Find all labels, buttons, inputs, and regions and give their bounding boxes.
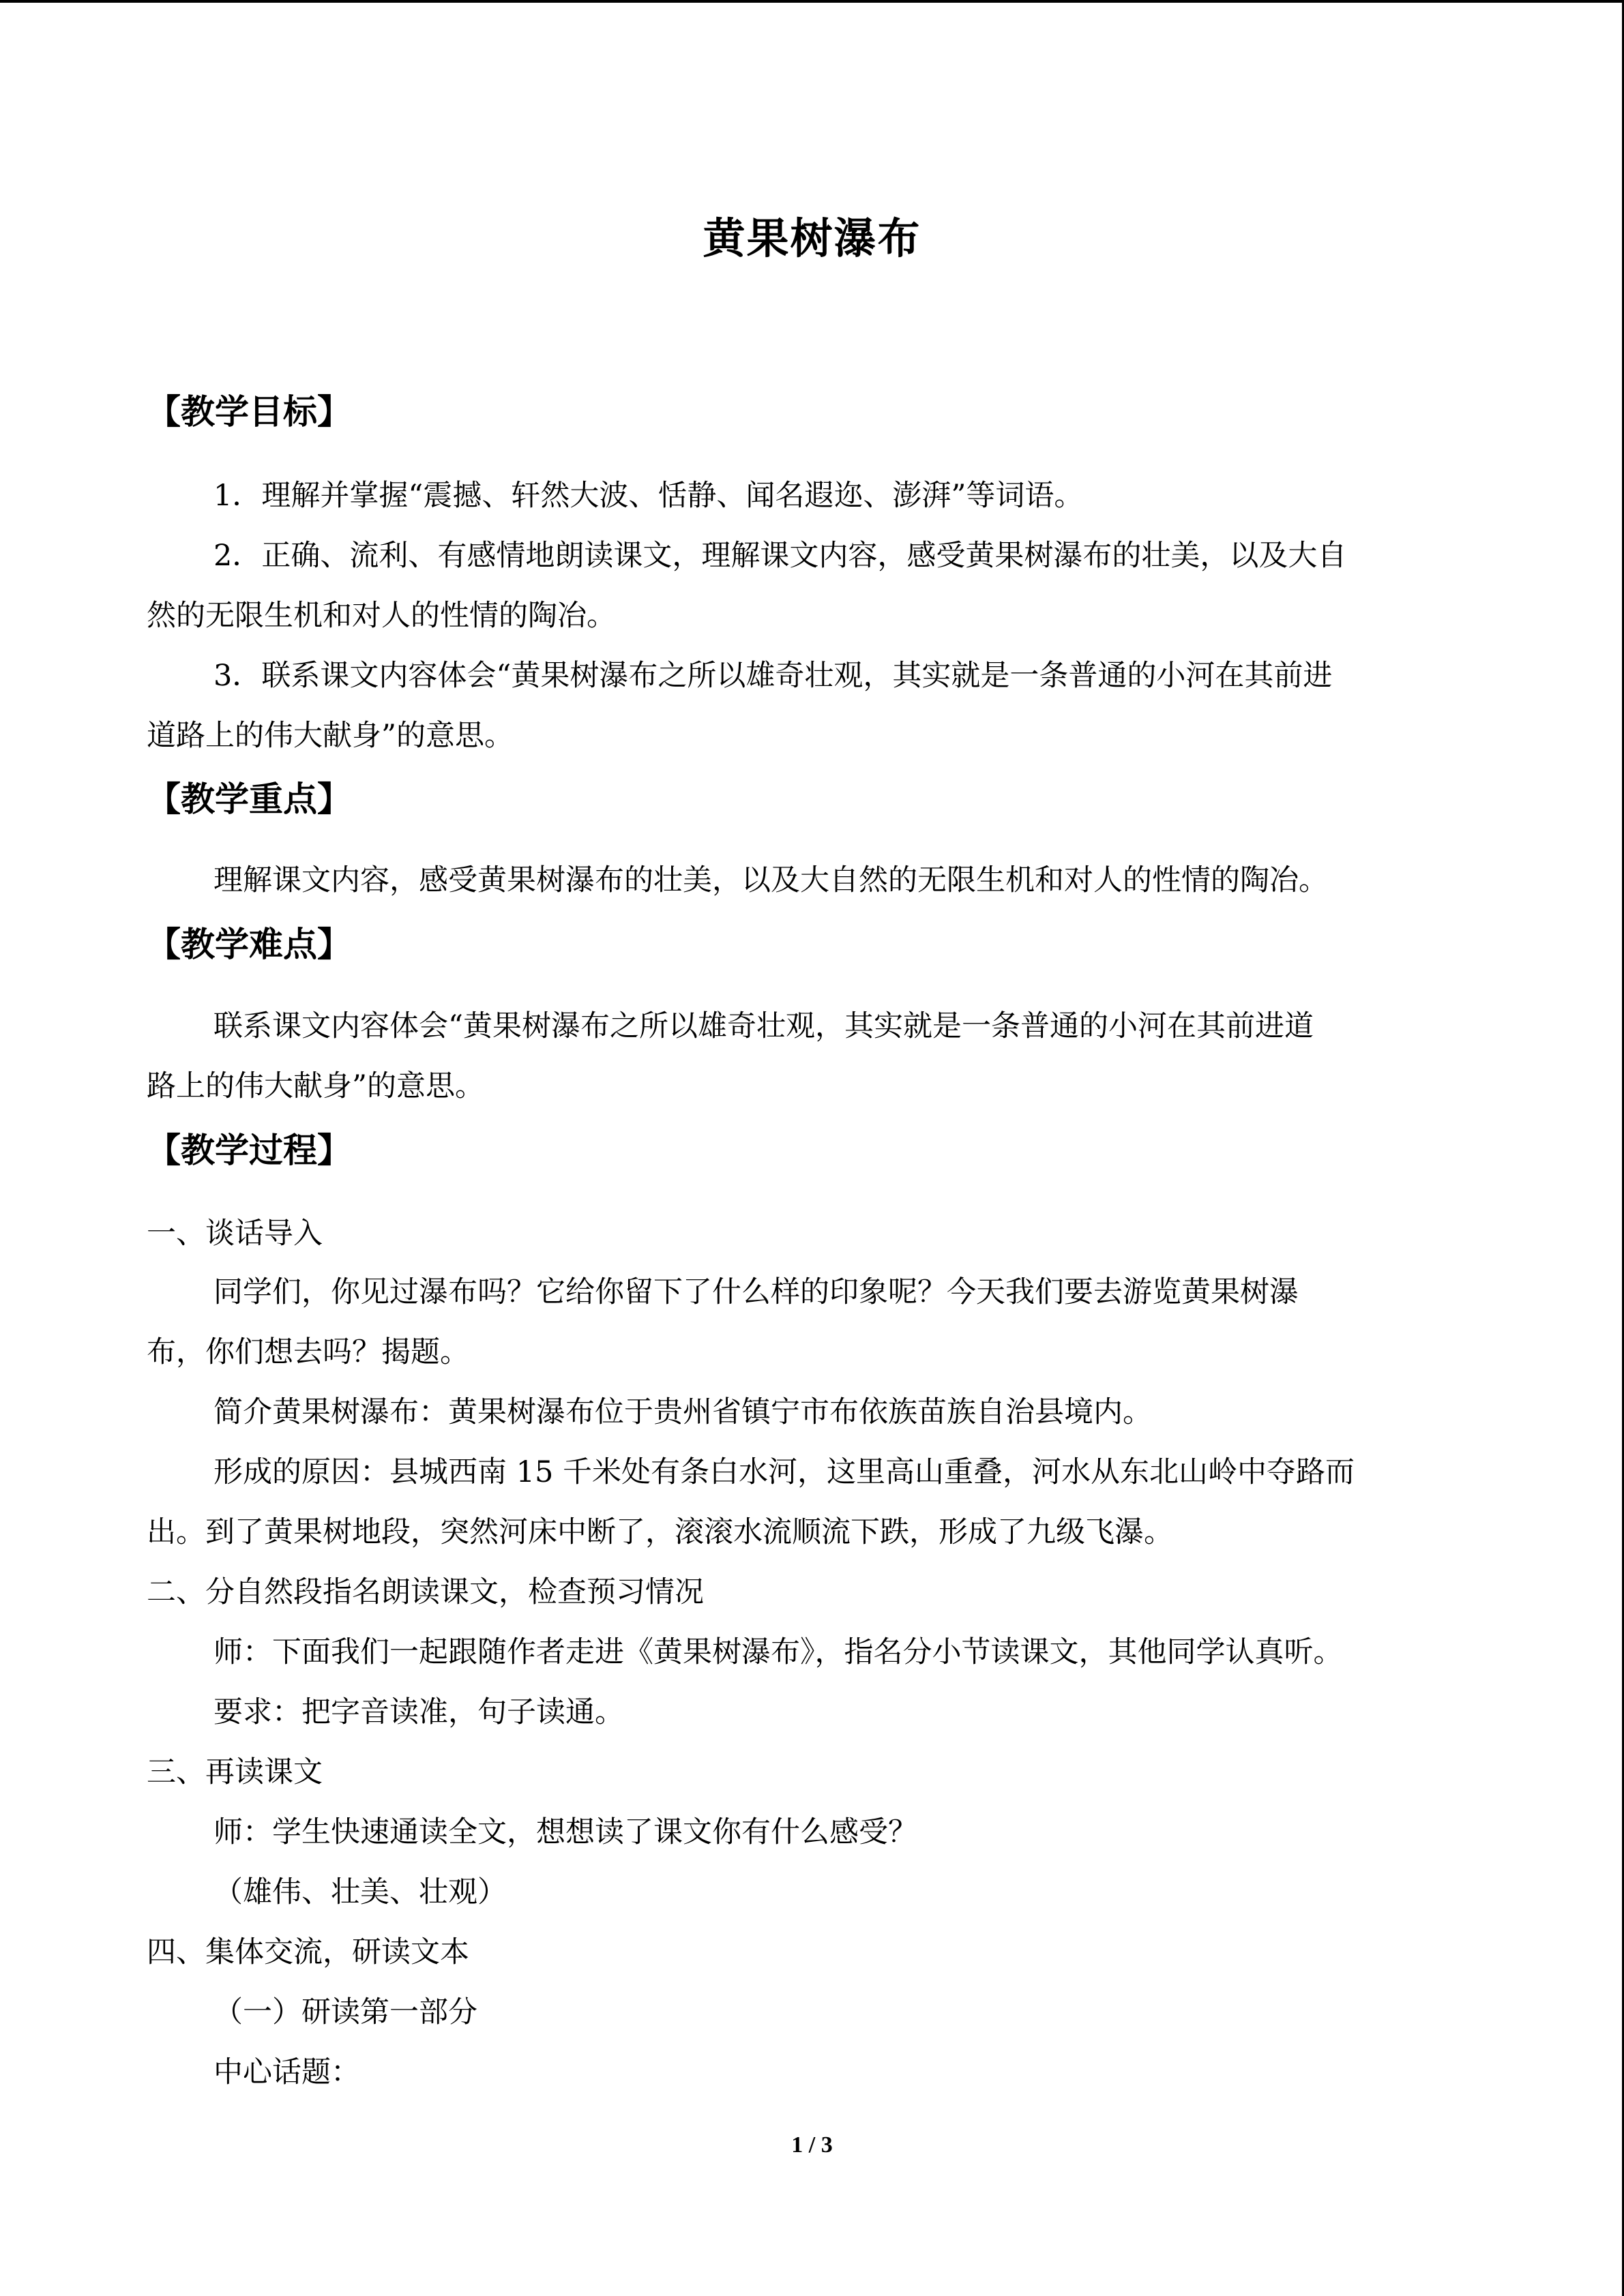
section-heading-objectives: 【教学目标】 [147, 392, 351, 432]
process-line: 布，你们想去吗？揭题。 [147, 1335, 469, 1369]
process-step-4-title: 四、集体交流，研读文本 [147, 1935, 469, 1969]
objective-line-2: 2．正确、流利、有感情地朗读课文，理解课文内容，感受黄果树瀑布的壮美，以及大自 [213, 539, 1347, 573]
process-line: 简介黄果树瀑布：黄果树瀑布位于贵州省镇宁市布依族苗族自治县境内。 [213, 1395, 1152, 1429]
process-line: 师：下面我们一起跟随作者走进《黄果树瀑布》，指名分小节读课文，其他同学认真听。 [213, 1635, 1343, 1669]
process-line: 要求：把字音读准，句子读通。 [213, 1695, 624, 1729]
page-border-top [0, 0, 1624, 3]
process-line: 中心话题： [213, 2055, 360, 2089]
page-number: 1 / 3 [791, 2132, 833, 2158]
section-heading-difficulties: 【教学难点】 [147, 925, 351, 964]
objective-line-1: 1．理解并掌握“震撼、轩然大波、恬静、闻名遐迩、澎湃”等词语。 [213, 479, 1084, 513]
process-line: 师：学生快速通读全文，想想读了课文你有什么感受？ [213, 1815, 917, 1849]
difficulty-line-1-cont: 路上的伟大献身”的意思。 [147, 1069, 484, 1103]
process-step-1-title: 一、谈话导入 [147, 1217, 323, 1251]
document-title: 黄果树瀑布 [703, 213, 921, 263]
section-heading-key-points: 【教学重点】 [147, 779, 351, 819]
process-step-2-title: 二、分自然段指名朗读课文，检查预习情况 [147, 1575, 704, 1609]
key-point-line-1: 理解课文内容，感受黄果树瀑布的壮美，以及大自然的无限生机和对人的性情的陶冶。 [213, 863, 1328, 897]
process-line: 同学们，你见过瀑布吗？它给你留下了什么样的印象呢？今天我们要去游览黄果树瀑 [213, 1275, 1299, 1309]
section-heading-process: 【教学过程】 [147, 1131, 351, 1170]
objective-line-3: 3．联系课文内容体会“黄果树瀑布之所以雄奇壮观，其实就是一条普通的小河在其前进 [213, 659, 1333, 693]
process-step-3-title: 三、再读课文 [147, 1755, 323, 1789]
difficulty-line-1: 联系课文内容体会“黄果树瀑布之所以雄奇壮观，其实就是一条普通的小河在其前进道 [213, 1009, 1314, 1043]
objective-line-2-cont: 然的无限生机和对人的性情的陶冶。 [147, 599, 616, 633]
objective-line-3-cont: 道路上的伟大献身”的意思。 [147, 719, 514, 753]
process-line: 出。到了黄果树地段，突然河床中断了，滚滚水流顺流下跌，形成了九级飞瀑。 [147, 1515, 1173, 1549]
process-line: （一）研读第一部分 [213, 1995, 477, 2029]
process-line: 形成的原因：县城西南 15 千米处有条白水河，这里高山重叠，河水从东北山岭中夺路而 [213, 1455, 1355, 1489]
process-line: （雄伟、壮美、壮观） [213, 1875, 507, 1909]
